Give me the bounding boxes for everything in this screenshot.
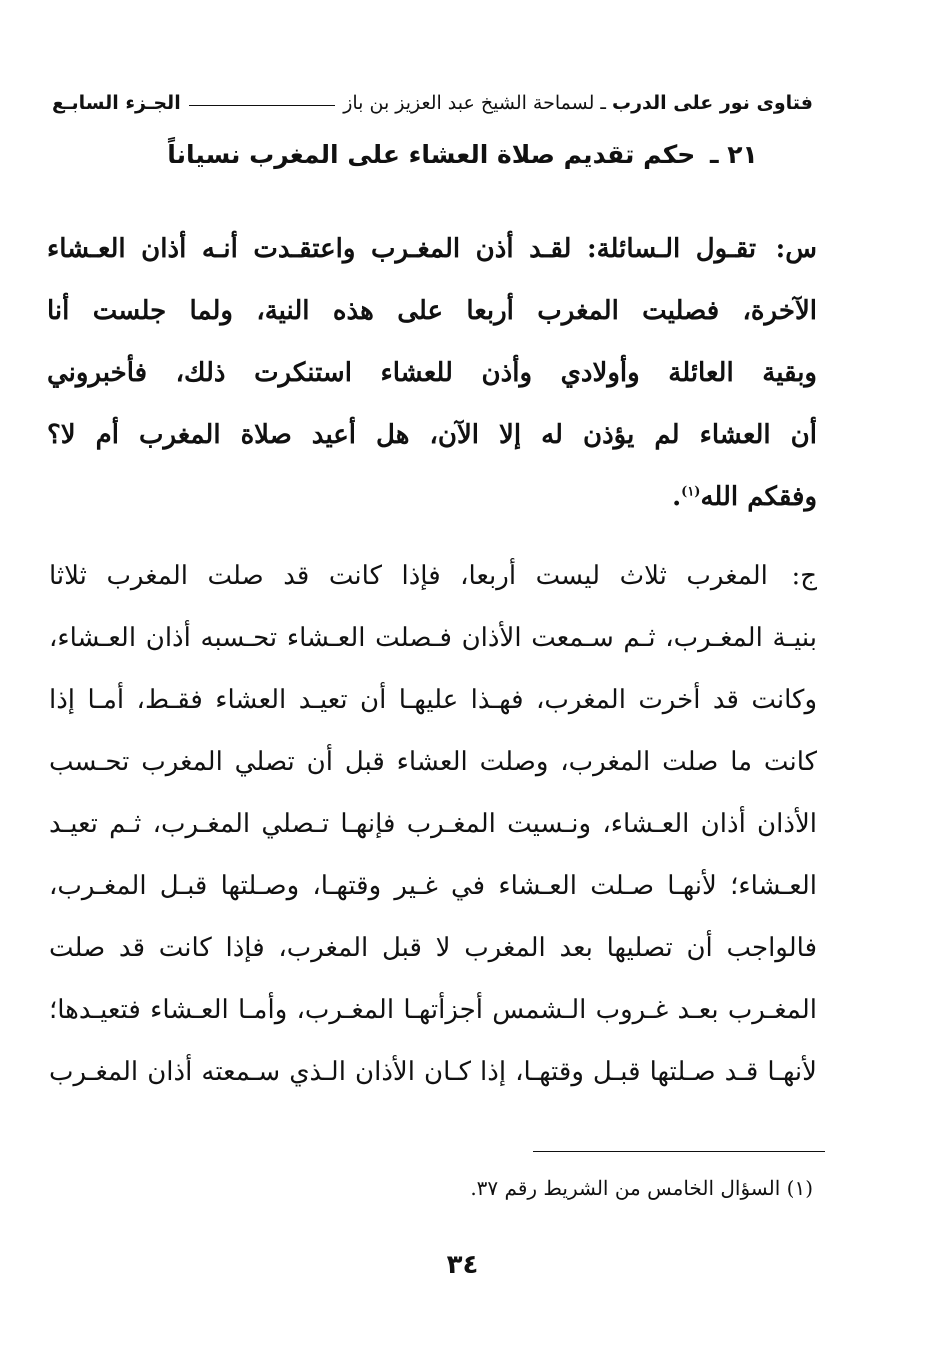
footnote-reference: (١) [681, 484, 701, 500]
author-name: ـ لسماحة الشيخ عبد العزيز بن باز [343, 92, 606, 114]
answer-line: وكانت قد أخرت المغرب، فهـذا عليهـا أن تعيـد العشاء فقـط، أمـا إذا [49, 685, 817, 715]
answer-paragraph [49, 545, 817, 1103]
footnote: (١) السؤال الخامس من الشريط رقم ٣٧. [470, 1176, 813, 1200]
answer-prefix: ج: [791, 561, 818, 591]
answer-line: كانت ما صلت المغرب، وصلت العشاء قبل أن تصلي المغرب تحـسب [49, 747, 817, 777]
answer-line: العـشاء؛ لأنهـا صـلت العـشاء في غـير وقتهـا، وصـلتها قبـل المغـرب، [49, 871, 817, 901]
answer-line: المغـرب بعـد غـروب الـشمس أجزأتهـا المغـرب، وأمـا العـشاء فتعيـدها؛ [49, 995, 817, 1025]
section-number: ٢١ ـ [709, 140, 758, 169]
page-number: ٣٤ [446, 1250, 479, 1280]
question-line: الآخرة، فصليت المغرب أربعا على هذه النية، ولما جلست أنا [47, 296, 817, 326]
answer-line: لأنهـا قـد صـلتها قبـل وقتهـا، إذا كـان الأذان الـذي سـمعته أذان المغـرب [49, 1057, 817, 1087]
answer-line: الأذان أذان العـشاء، ونـسيت المغـرب فإنهـا تـصلي المغـرب، ثـم تعيـد [49, 809, 817, 839]
answer-line: فالواجب أن تصليها بعد المغرب لا قبل المغرب، فإذا كانت قد صلت [49, 933, 817, 963]
question-line: وفقكم الله$^{(١)}$. [672, 482, 817, 512]
question-paragraph [47, 218, 817, 528]
section-heading [0, 140, 925, 169]
answer-line: ج: المغرب ثلاث ليست أربعا، فإذا كانت قد صلت المغرب ثلاثا [49, 561, 818, 591]
answer-line: بنيـة المغـرب، ثـم سـمعت الأذان فـصلت العـشاء تحـسبه أذان العـشاء، [49, 623, 817, 653]
header-rule [189, 105, 335, 106]
question-line: أن العشاء لم يؤذن له إلا الآن، هل أعيد صلاة المغرب أم لا؟ [47, 420, 817, 450]
question-line: وبقية العائلة وأولادي وأذن للعشاء استنكرت ذلك، فأخبروني [47, 358, 817, 388]
footnote-separator [533, 1151, 825, 1152]
volume-part: الجـزء السابـع [52, 92, 181, 114]
question-line: س: تقـول الـسائلة: لقـد أذن المغـرب واعتقـدت أنـه أذان العـشاء [47, 234, 817, 264]
running-header [52, 88, 813, 118]
section-title-text: حكم تقديم صلاة العشاء على المغرب نسياناً [167, 140, 696, 169]
question-prefix: س: [775, 234, 817, 264]
book-title: فتاوى نور على الدرب [612, 92, 813, 114]
sentence-end-mark: . [672, 482, 682, 512]
